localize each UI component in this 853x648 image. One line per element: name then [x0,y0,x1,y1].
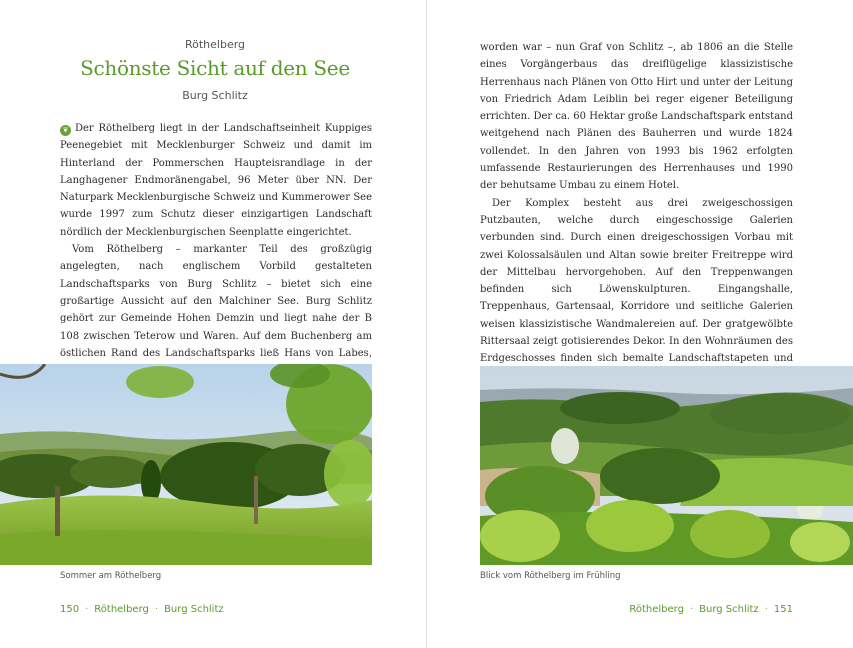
left-page-footer [60,604,224,615]
footer-section: Röthelberg [94,604,149,615]
footer-separator: · [85,604,89,615]
photo-caption: Blick vom Röthelberg im Frühling [480,571,621,581]
page-number: 150 [60,604,80,615]
chapter-subtitle: Burg Schlitz [182,89,248,102]
footer-place: Burg Schlitz [699,604,759,615]
photo-caption: Sommer am Röthelberg [60,571,162,581]
page-number: 151 [773,604,793,615]
footer-place: Burg Schlitz [164,604,224,615]
chapter-title: Schönste Sicht auf den See [80,56,350,80]
left-paragraph-2: Vom Röthelberg – markanter Teil des großzügig angelegten, nach englischem Vorbild gestalteten Landschaftsparks von Burg Schlitz – bietet sich eine großartige Aussicht auf den Malchiner See. Burg Schlitz gehört zur Gemeinde Hohen Demzin und liegt nahe der B 108 zwischen Teterow und Waren. Auf dem Buchenberg am östlichen Rand des Landschaftsparks ließ Hans von Labes, [60,244,372,359]
left-paragraph-1 [60,120,372,241]
right-paragraph-2: Der Komplex besteht aus drei zweigeschossigen Putzbauten, welche durch eingeschossige Galerien verbunden sind. Durch einen dreigeschossigen Vorbau mit zwei Kolossalsäulen und Altan sowie breiter Freitreppe wird der Mittelbau hervorgehoben. Auf den Treppenwangen befinden sich Löwenskulpturen. Eingangshalle, Treppenhaus, Gartensaal, Korridore und seitliche Galerien weisen klassizistische Wandmalereien auf. Der gratgewölbte Rittersaal zeigt gotisierendes Dekor. In den Wohnräumen des Erdgeschosses finden sich bemalte Landschaftstapeten und [480,197,793,365]
left-page [0,0,426,648]
footer-separator: · [764,604,768,615]
photo-summer-roethelberg [0,364,372,565]
leaf-bullet-icon: ❦ [60,125,71,136]
right-page-footer [629,604,793,615]
photo-spring-view [480,366,853,565]
right-paragraph-1: worden war – nun Graf von Schlitz –, ab 1806 an die Stelle eines Vorgängerbaus das dreiflügelige klassizistische Herrenhaus nach Plänen von Otto Hirt und unter der Leitung von Friedrich Adam Leiblin bei reger eigener Beteiligung errichten. Der ca. 60 Hektar große Landschaftspark entstand weitgehend nach Plänen des Bauherren und wurde 1824 vollendet. In den Jahren von 1993 bis 1962 erfolgten umfassende Restaurierungen des Herrenhauses und 1990 der behutsame Umbau zu einem Hotel. [480,42,793,192]
footer-separator: · [689,604,694,615]
section-kicker: Röthelberg [184,38,246,51]
footer-separator: · [154,604,159,615]
footer-section: Röthelberg [629,604,684,615]
spring-landscape-image [480,366,853,565]
right-page [427,0,853,648]
paragraph-text: Der Röthelberg liegt in der Landschaftseinheit Kuppiges Peenegebiet mit Mecklenburger Schweiz und damit im Hinterland der Pommerschen Haupteisrandlage in der Langhagener Endmoränengabel, 96 Meter über NN. Der Naturpark Mecklenburgische Schweiz und Kummerower See wurde 1997 zum Schutz dieser einzigartigen Landschaft nördlich der Mecklenburgischen Seenplatte eingerichtet. [60,123,372,238]
summer-landscape-image [0,364,372,565]
